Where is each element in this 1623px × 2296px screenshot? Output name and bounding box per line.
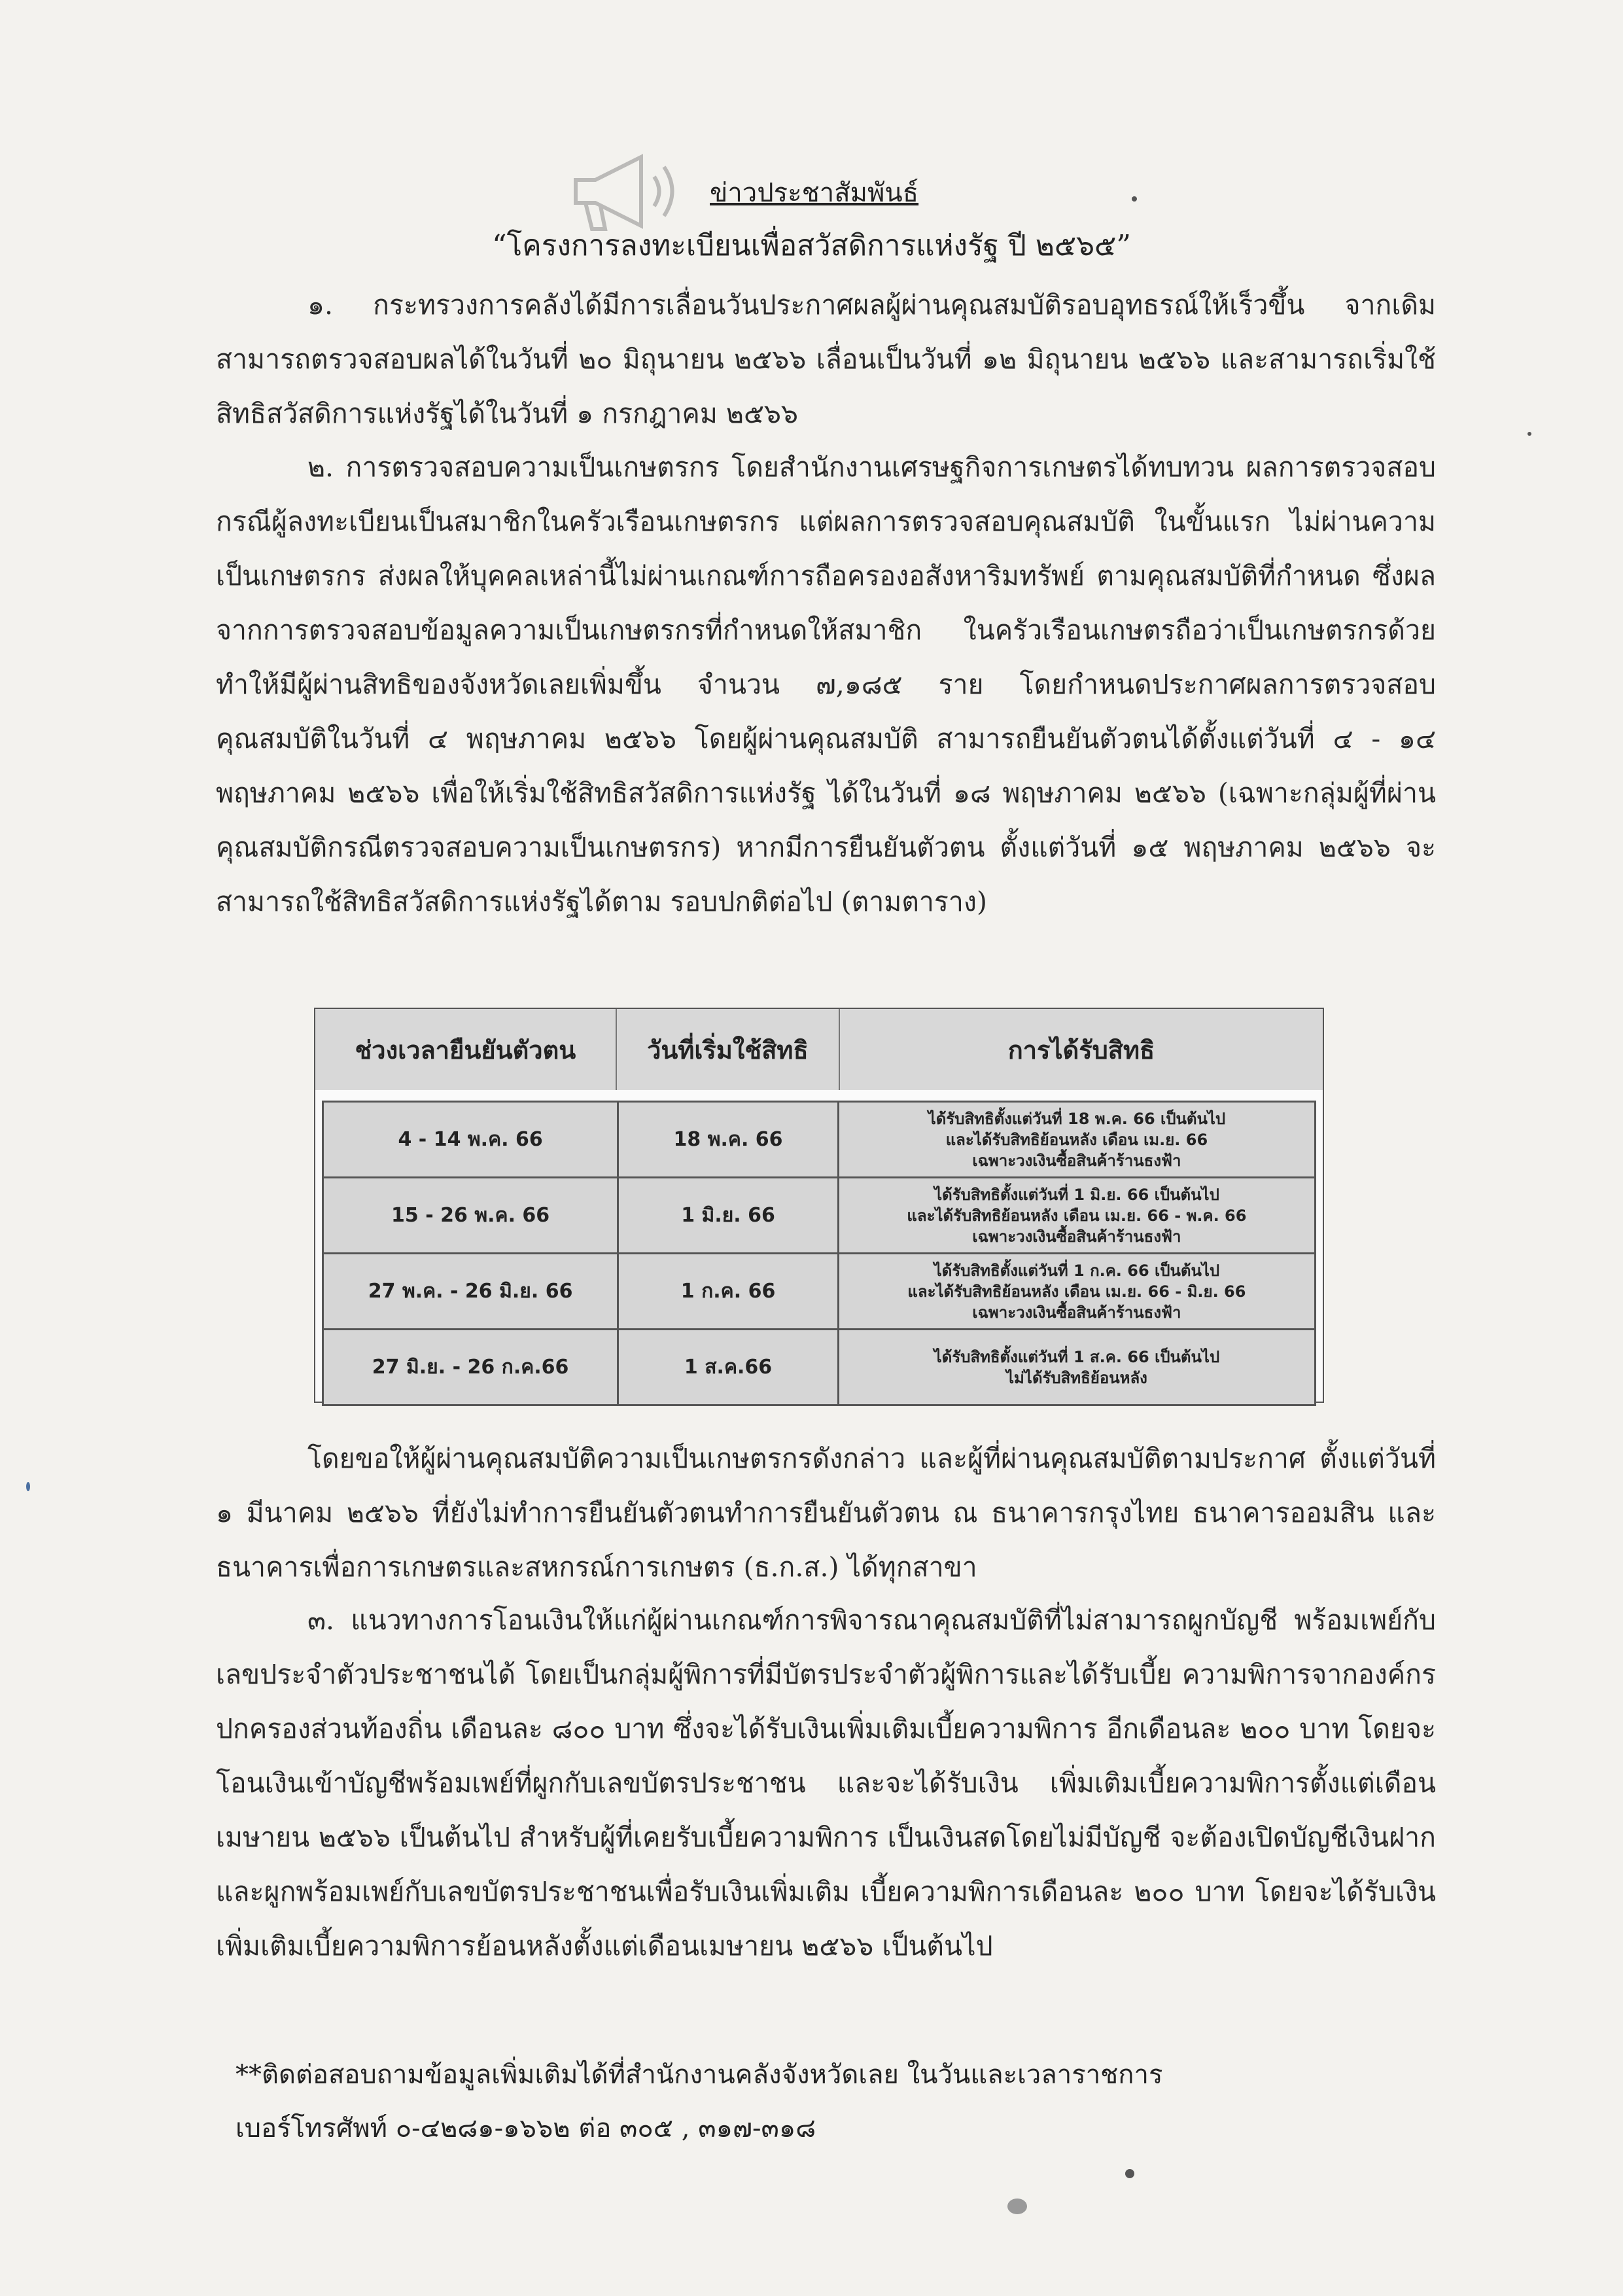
contact-phone: เบอร์โทรศัพท์ ๐-๔๒๘๑-๑๖๖๒ ต่อ ๓๐๕ , ๓๑๗-๓๑๘	[236, 2113, 816, 2144]
paragraph-1-text: ๑. กระทรวงการคลังได้มีการเลื่อนวันประกาศผลผู้ผ่านคุณสมบัติรอบอุทธรณ์ให้เร็วขึ้น จากเดิมสามารถตรวจสอบผลได้ในวันที่ ๒๐ มิถุนายน ๒๕๖๖ เลื่อนเป็นวันที่ ๑๒ มิถุนายน ๒๕๖๖ และสามารถเริ่มใช้สิทธิสวัสดิการแห่งรัฐได้ในวันที่ ๑ กรกฎาคม ๒๕๖๖	[216, 289, 1436, 429]
rights-line: ได้รับสิทธิตั้งแต่วันที่ 18 พ.ค. 66 เป็นต้นไป	[928, 1109, 1226, 1128]
rights-line: ได้รับสิทธิตั้งแต่วันที่ 1 มิ.ย. 66 เป็นต้นไป	[934, 1185, 1219, 1204]
scan-speck	[26, 1482, 30, 1491]
scan-speck	[1007, 2199, 1027, 2214]
scan-speck	[1132, 196, 1137, 202]
cell-period: 27 มิ.ย. - 26 ก.ค.66	[322, 1330, 619, 1404]
paragraph-1	[216, 278, 1436, 441]
header-rights: การได้รับสิทธิ	[1007, 1035, 1155, 1065]
cell-period: 27 พ.ค. - 26 มิ.ย. 66	[322, 1254, 619, 1328]
paragraph-3	[216, 1432, 1436, 1595]
rights-line: เฉพาะวงเงินซื้อสินค้าร้านธงฟ้า	[972, 1151, 1181, 1170]
cell-rights	[839, 1178, 1316, 1252]
cell-period: 4 - 14 พ.ค. 66	[322, 1103, 619, 1176]
cell-start: 1 ก.ค. 66	[619, 1254, 839, 1328]
rights-line: และได้รับสิทธิย้อนหลัง เดือน เม.ย. 66 - พ.ค. 66	[907, 1206, 1247, 1225]
rights-line: ได้รับสิทธิตั้งแต่วันที่ 1 ส.ค. 66 เป็นต้นไป	[934, 1347, 1220, 1366]
announcement-heading: ข่าวประชาสัมพันธ์	[710, 178, 919, 208]
paragraph-4-text: ๓. แนวทางการโอนเงินให้แก่ผู้ผ่านเกณฑ์การพิจารณาคุณสมบัติที่ไม่สามารถผูกบัญชี พร้อมเพย์กับเลขประจำตัวประชาชนได้ โดยเป็นกลุ่มผู้พิการที่มีบัตรประจำตัวผู้พิการและได้รับเบี้ย ความพิการจากองค์กรปกครองส่วนท้องถิ่น เดือนละ ๘๐๐ บาท ซึ่งจะได้รับเงินเพิ่มเติมเบี้ยความพิการ อีกเดือนละ ๒๐๐ บาท โดยจะโอนเงินเข้าบัญชีพร้อมเพย์ที่ผูกกับเลขบัตรประชาชน และจะได้รับเงิน เพิ่มเติมเบี้ยความพิการตั้งแต่เดือนเมษายน ๒๕๖๖ เป็นต้นไป สำหรับผู้ที่เคยรับเบี้ยความพิการ เป็นเงินสดโดยไม่มีบัญชี จะต้องเปิดบัญชีเงินฝากและผูกพร้อมเพย์กับเลขบัตรประชาชนเพื่อรับเงินเพิ่มเติม เบี้ยความพิการเดือนละ ๒๐๐ บาท โดยจะได้รับเงินเพิ่มเติมเบี้ยความพิการย้อนหลังตั้งแต่เดือนเมษายน ๒๕๖๖ เป็นต้นไป	[216, 1604, 1436, 1962]
paragraph-2	[216, 440, 1436, 929]
scan-speck	[1125, 2169, 1134, 2178]
table-row	[322, 1101, 1316, 1178]
rights-line: เฉพาะวงเงินซื้อสินค้าร้านธงฟ้า	[972, 1303, 1181, 1322]
rights-line: และได้รับสิทธิย้อนหลัง เดือน เม.ย. 66 - มิ.ย. 66	[907, 1282, 1246, 1301]
table-row	[322, 1252, 1316, 1330]
project-title: “โครงการลงทะเบียนเพื่อสวัสดิการแห่งรัฐ ปี ๒๕๖๕”	[492, 229, 1131, 262]
table-header	[315, 1009, 1323, 1090]
rights-line: ไม่ได้รับสิทธิย้อนหลัง	[1005, 1368, 1147, 1387]
cell-start: 1 ส.ค.66	[619, 1330, 839, 1404]
paragraph-4	[216, 1593, 1436, 1973]
table-body	[322, 1101, 1316, 1404]
scan-speck	[1527, 432, 1531, 436]
cell-rights	[839, 1330, 1316, 1404]
contact-line-1: **ติดต่อสอบถามข้อมูลเพิ่มเติมได้ที่สำนักงานคลังจังหวัดเลย ในวันและเวลาราชการ	[236, 2060, 1163, 2090]
cell-start: 18 พ.ค. 66	[619, 1103, 839, 1176]
table-row	[322, 1176, 1316, 1254]
header-start-date: วันที่เริ่มใช้สิทธิ	[617, 1009, 840, 1090]
rights-line: และได้รับสิทธิย้อนหลัง เดือน เม.ย. 66	[945, 1130, 1208, 1149]
rights-line: ได้รับสิทธิตั้งแต่วันที่ 1 ก.ค. 66 เป็นต้นไป	[934, 1261, 1220, 1280]
cell-rights	[839, 1103, 1316, 1176]
rights-schedule-table	[314, 1008, 1324, 1403]
cell-rights	[839, 1254, 1316, 1328]
contact-info	[236, 2048, 1439, 2155]
rights-line: เฉพาะวงเงินซื้อสินค้าร้านธงฟ้า	[972, 1227, 1181, 1246]
paragraph-2-text: ๒. การตรวจสอบความเป็นเกษตรกร โดยสำนักงานเศรษฐกิจการเกษตรได้ทบทวน ผลการตรวจสอบกรณีผู้ลงทะเบียนเป็นสมาชิกในครัวเรือนเกษตรกร แต่ผลการตรวจสอบคุณสมบัติ ในขั้นแรก ไม่ผ่านความเป็นเกษตรกร ส่งผลให้บุคคลเหล่านี้ไม่ผ่านเกณฑ์การถือครองอสังหาริมทรัพย์ ตามคุณสมบัติที่กำหนด ซึ่งผลจากการตรวจสอบข้อมูลความเป็นเกษตรกรที่กำหนดให้สมาชิก ในครัวเรือนเกษตรถือว่าเป็นเกษตรกรด้วย ทำให้มีผู้ผ่านสิทธิของจังหวัดเลยเพิ่มขึ้น จำนวน ๗,๑๘๕ ราย โดยกำหนดประกาศผลการตรวจสอบคุณสมบัติในวันที่ ๔ พฤษภาคม ๒๕๖๖ โดยผู้ผ่านคุณสมบัติ สามารถยืนยันตัวตนได้ตั้งแต่วันที่ ๔ - ๑๔ พฤษภาคม ๒๕๖๖ เพื่อให้เริ่มใช้สิทธิสวัสดิการแห่งรัฐ ได้ในวันที่ ๑๘ พฤษภาคม ๒๕๖๖ (เฉพาะกลุ่มผู้ที่ผ่านคุณสมบัติกรณีตรวจสอบความเป็นเกษตรกร) หากมีการยืนยันตัวตน ตั้งแต่วันที่ ๑๕ พฤษภาคม ๒๕๖๖ จะสามารถใช้สิทธิสวัสดิการแห่งรัฐได้ตาม รอบปกติต่อไป (ตามตาราง)	[216, 451, 1436, 917]
table-row	[322, 1328, 1316, 1406]
cell-start: 1 มิ.ย. 66	[619, 1178, 839, 1252]
header-confirm-period: ช่วงเวลายืนยันตัวตน	[315, 1009, 617, 1090]
paragraph-3-text: โดยขอให้ผู้ผ่านคุณสมบัติความเป็นเกษตรกรดังกล่าว และผู้ที่ผ่านคุณสมบัติตามประกาศ ตั้งแต่วันที่ ๑ มีนาคม ๒๕๖๖ ที่ยังไม่ทำการยืนยันตัวตนทำการยืนยันตัวตน ณ ธนาคารกรุงไทย ธนาคารออมสิน และธนาคารเพื่อการเกษตรและสหกรณ์การเกษตร (ธ.ก.ส.) ได้ทุกสาขา	[216, 1443, 1436, 1583]
cell-period: 15 - 26 พ.ค. 66	[322, 1178, 619, 1252]
